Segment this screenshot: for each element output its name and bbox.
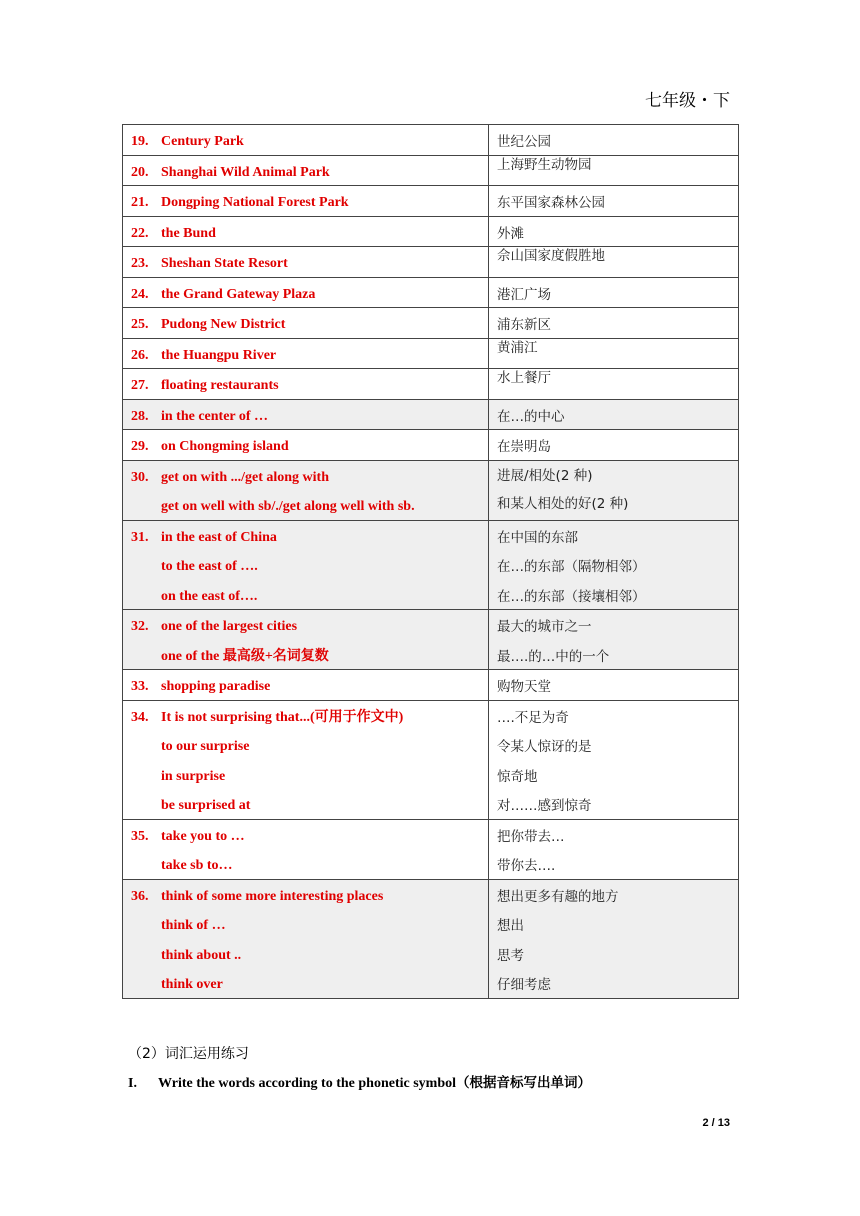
chinese-meaning: 带你去…. (497, 858, 556, 874)
english-cell (123, 247, 489, 278)
english-cell (123, 216, 489, 247)
vocab-row (123, 430, 739, 461)
english-text: Century Park (161, 134, 244, 149)
english-text: get on with .../get along with (161, 469, 329, 485)
chinese-meaning: 思考 (497, 947, 524, 964)
chinese-cell (489, 670, 739, 701)
chinese-cell (489, 155, 739, 186)
english-text: on Chongming island (161, 439, 289, 454)
english-phrase (123, 186, 488, 216)
item-number: 31. (131, 529, 149, 545)
english-phrase (123, 939, 488, 969)
chinese-cell (489, 125, 739, 156)
chinese-cell (489, 430, 739, 461)
english-phrase (123, 550, 488, 580)
vocab-row (123, 369, 739, 400)
english-phrase (123, 880, 488, 910)
vocab-row (123, 819, 739, 879)
english-phrase (123, 247, 488, 277)
english-phrase (123, 278, 488, 308)
chinese-cell (489, 308, 739, 339)
chinese-cell (489, 520, 739, 610)
chinese-meaning: 港汇广场 (497, 286, 551, 303)
english-cell (123, 186, 489, 217)
english-cell (123, 819, 489, 879)
chinese-meaning: 水上餐厅 (497, 370, 551, 386)
item-number: 25. (131, 317, 149, 332)
chinese-meaning: 外滩 (497, 225, 524, 242)
vocab-row (123, 670, 739, 701)
chinese-meaning: 把你带去… (497, 828, 565, 845)
item-number: 32. (131, 619, 149, 634)
english-text: Pudong New District (161, 317, 286, 332)
english-cell (123, 879, 489, 998)
english-text: take sb to… (161, 858, 233, 873)
english-text: in the east of China (161, 529, 277, 545)
english-phrase (123, 156, 488, 186)
item-number: 23. (131, 256, 149, 271)
english-text: Dongping National Forest Park (161, 195, 349, 210)
page-number: 2 / 13 (702, 1117, 730, 1129)
english-cell (123, 430, 489, 461)
english-text: take you to … (161, 828, 245, 844)
item-number: 34. (131, 709, 149, 725)
english-phrase (123, 610, 488, 640)
english-text: be surprised at (161, 798, 251, 813)
chinese-meaning: 进展/相处(2 种) (497, 467, 593, 484)
item-number: 26. (131, 347, 149, 363)
english-text: Sheshan State Resort (161, 256, 288, 271)
exercise-text-zh: （根据音标写出单词） (456, 1075, 591, 1091)
chinese-meaning: 佘山国家度假胜地 (497, 248, 605, 264)
chinese-cell (489, 460, 739, 520)
chinese-meaning: 在中国的东部 (497, 529, 578, 546)
item-number: 22. (131, 225, 149, 241)
chinese-meaning: 世纪公园 (497, 134, 551, 150)
vocab-row (123, 155, 739, 186)
english-cell (123, 308, 489, 339)
item-number: 24. (131, 286, 149, 302)
english-cell (123, 155, 489, 186)
vocab-row (123, 399, 739, 430)
vocabulary-table (122, 124, 739, 999)
chinese-cell (489, 819, 739, 879)
vocab-row (123, 700, 739, 819)
english-text: to our surprise (161, 739, 250, 754)
chinese-cell (489, 700, 739, 819)
item-number: 28. (131, 408, 149, 424)
vocab-row (123, 520, 739, 610)
english-cell (123, 338, 489, 369)
chinese-cell (489, 277, 739, 308)
grade-header: 七年级・下 (645, 91, 730, 111)
vocab-row (123, 610, 739, 670)
english-text: think of … (161, 918, 226, 933)
item-number: 27. (131, 378, 149, 393)
english-cell (123, 610, 489, 670)
english-text: one of the largest cities (161, 619, 298, 634)
chinese-meaning: 黄浦江 (497, 339, 538, 356)
chinese-meaning: 仔细考虑 (497, 977, 551, 993)
section-title: （2）词汇运用练习 (128, 1046, 249, 1062)
english-text: on the east of…. (161, 588, 258, 604)
vocab-row (123, 460, 739, 520)
english-cell (123, 670, 489, 701)
chinese-cell (489, 247, 739, 278)
english-cell (123, 520, 489, 610)
english-phrase (123, 760, 488, 790)
item-number: 29. (131, 439, 149, 454)
english-text: the Grand Gateway Plaza (161, 286, 316, 302)
chinese-cell (489, 338, 739, 369)
english-text: think about .. (161, 947, 242, 963)
chinese-meaning: 对……感到惊奇 (497, 798, 592, 814)
exercise-instruction (128, 1071, 591, 1092)
english-text: one of the 最高级+名词复数 (161, 648, 329, 664)
english-cell (123, 125, 489, 156)
english-text: in the center of … (161, 408, 269, 424)
chinese-meaning: 想出 (497, 918, 524, 934)
chinese-meaning: ….不足为奇 (497, 709, 569, 726)
english-phrase (123, 125, 488, 155)
english-text: floating restaurants (161, 378, 279, 393)
item-number: 21. (131, 195, 149, 210)
english-phrase (123, 820, 488, 850)
chinese-meaning: 在崇明岛 (497, 439, 551, 455)
exercise-text: Write the words according to the phonetic symbol (158, 1076, 456, 1091)
chinese-meaning: 想出更多有趣的地方 (497, 888, 619, 905)
english-phrase (123, 430, 488, 460)
vocab-row (123, 216, 739, 247)
english-phrase (123, 849, 488, 879)
english-phrase (123, 670, 488, 700)
english-phrase (123, 339, 488, 369)
chinese-cell (489, 610, 739, 670)
vocab-row (123, 186, 739, 217)
english-text: to the east of …. (161, 559, 258, 574)
english-cell (123, 460, 489, 520)
chinese-meaning: 东平国家森林公园 (497, 195, 605, 211)
item-number: 35. (131, 828, 149, 844)
chinese-meaning: 上海野生动物园 (497, 156, 592, 173)
english-phrase (123, 308, 488, 338)
english-phrase (123, 580, 488, 610)
chinese-meaning: 在…的东部（隔物相邻） (497, 559, 646, 575)
vocab-row (123, 247, 739, 278)
english-text: get on well with sb/./get along well with sb. (161, 499, 415, 514)
item-number: 20. (131, 164, 149, 180)
english-text: It is not surprising that...(可用于作文中) (161, 709, 404, 725)
english-phrase (123, 730, 488, 760)
vocab-row (123, 338, 739, 369)
vocab-row (123, 308, 739, 339)
vocab-row (123, 277, 739, 308)
english-text: Shanghai Wild Animal Park (161, 164, 330, 180)
item-number: 33. (131, 679, 149, 694)
item-number: 30. (131, 469, 149, 485)
english-phrase (123, 640, 488, 670)
chinese-meaning: 惊奇地 (497, 768, 538, 785)
english-cell (123, 399, 489, 430)
english-text: shopping paradise (161, 679, 271, 694)
english-cell (123, 369, 489, 400)
chinese-meaning: 购物天堂 (497, 679, 551, 695)
item-number: 19. (131, 134, 149, 149)
exercise-number: I. (128, 1076, 137, 1091)
english-phrase (123, 461, 488, 491)
chinese-cell (489, 399, 739, 430)
vocab-row (123, 879, 739, 998)
english-text: in surprise (161, 768, 226, 784)
english-text: think of some more interesting places (161, 888, 384, 904)
chinese-meaning: 在…的中心 (497, 408, 565, 425)
chinese-meaning: 和某人相处的好(2 种) (497, 495, 629, 512)
chinese-cell (489, 186, 739, 217)
english-phrase (123, 369, 488, 399)
chinese-meaning: 浦东新区 (497, 317, 551, 333)
chinese-cell (489, 216, 739, 247)
chinese-cell (489, 369, 739, 400)
english-phrase (123, 789, 488, 819)
english-text: think over (161, 977, 223, 992)
english-cell (123, 700, 489, 819)
english-phrase (123, 490, 488, 520)
chinese-meaning: 在…的东部（接壤相邻） (497, 588, 646, 605)
english-phrase (123, 909, 488, 939)
vocab-row (123, 125, 739, 156)
english-text: the Bund (161, 225, 216, 241)
english-phrase (123, 400, 488, 430)
english-phrase (123, 968, 488, 998)
english-text: the Huangpu River (161, 347, 277, 363)
chinese-meaning: 最大的城市之一 (497, 619, 592, 635)
english-cell (123, 277, 489, 308)
english-phrase (123, 521, 488, 551)
chinese-cell (489, 879, 739, 998)
english-phrase (123, 217, 488, 247)
chinese-meaning: 令某人惊讶的是 (497, 739, 592, 755)
chinese-meaning: 最….的…中的一个 (497, 648, 610, 665)
english-phrase (123, 701, 488, 731)
item-number: 36. (131, 888, 149, 904)
